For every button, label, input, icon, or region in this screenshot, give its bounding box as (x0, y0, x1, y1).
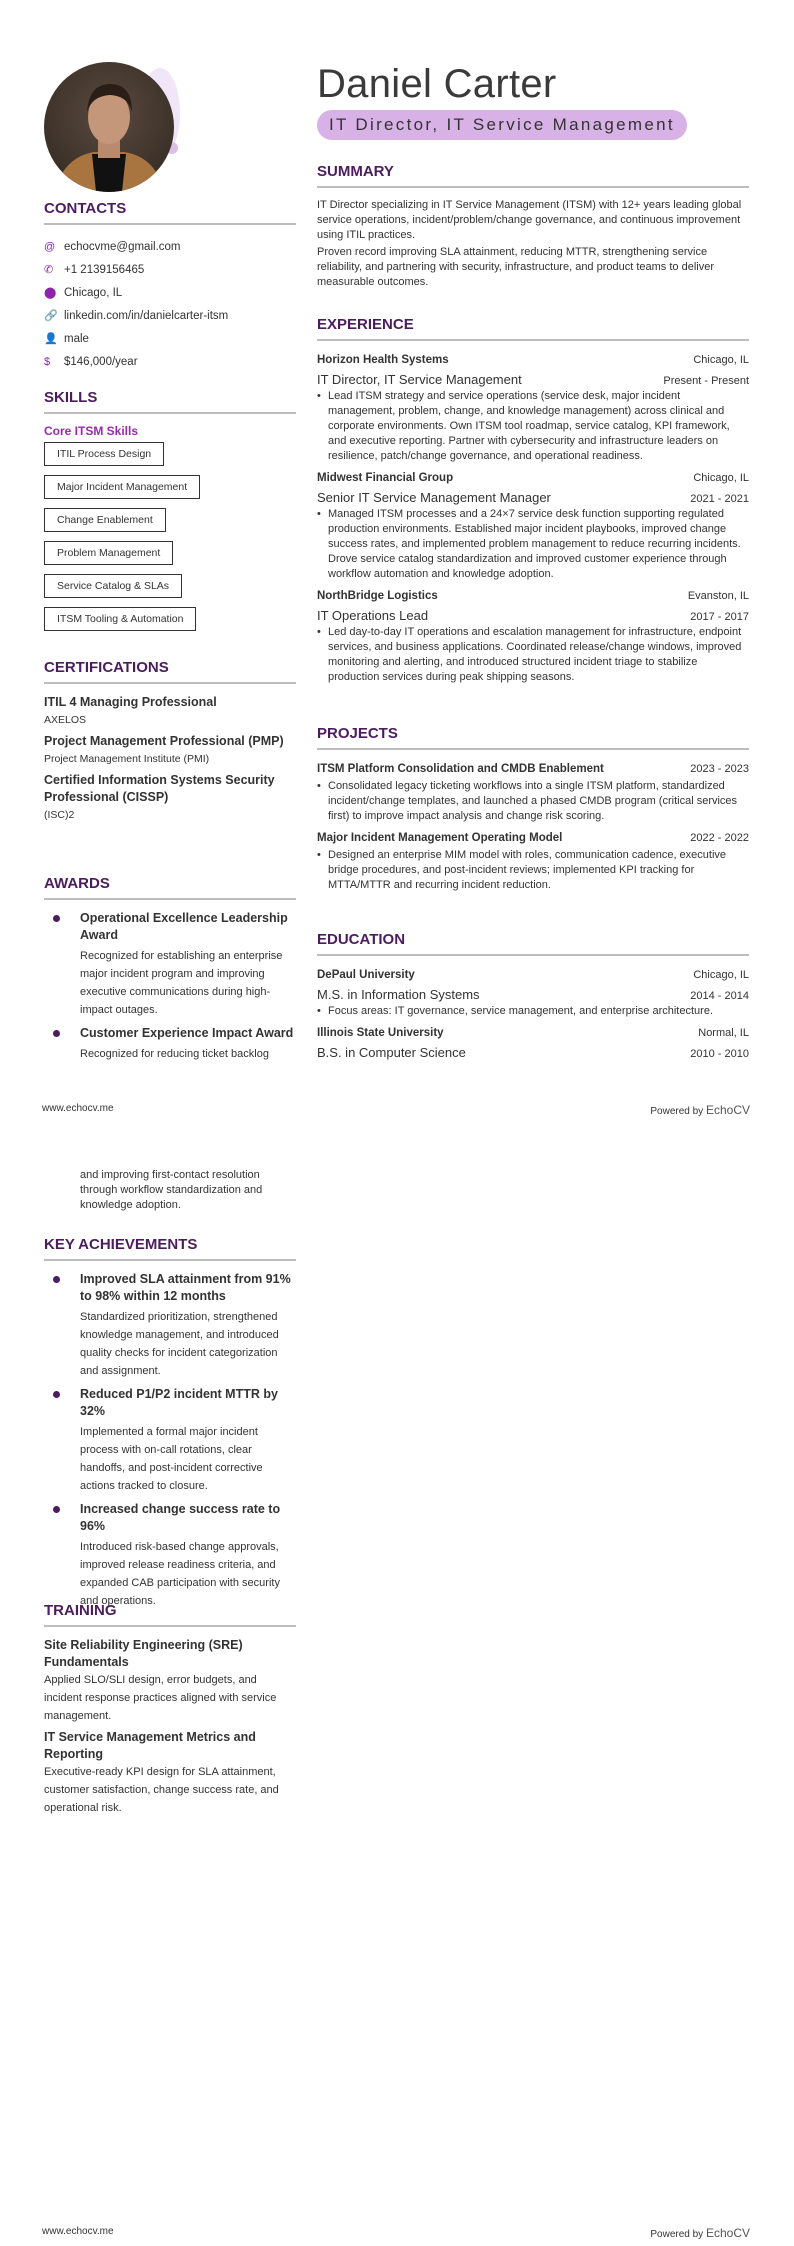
job-bullet: • Managed ITSM processes and a 24×7 service desk function supporting regulated production environments. Established major incident playbooks, improved change success rates, and implemented problem management to reduce recurring incidents. Drove service catalog standardization and improved customer experience through workflow automation and knowledge adoption. (317, 507, 749, 582)
skill-tag: ITSM Tooling & Automation (44, 607, 196, 631)
section-heading: EDUCATION (317, 931, 749, 956)
projects-section (317, 725, 749, 898)
project-bullet: • Designed an enterprise MIM model with roles, communication cadence, executive bridge procedures, and post-incident reviews; implemented KPI tracking for MTTA/MTTR and recurring incident reduction. (317, 848, 749, 893)
education-dates: 2014 - 2014 (690, 990, 749, 1002)
contact-text: male (64, 332, 89, 345)
company-name: NorthBridge Logistics (317, 590, 438, 602)
degree: B.S. in Computer Science (317, 1045, 466, 1060)
award-description-continued: and improving first-contact resolution through workflow standardization and knowledge adoption. (80, 1169, 263, 1211)
training-description: Applied SLO/SLI design, error budgets, and incident response practices aligned with service management. (44, 1674, 277, 1722)
school-location: Normal, IL (698, 1027, 749, 1039)
job-location: Evanston, IL (687, 590, 749, 602)
job-location: Chicago, IL (693, 354, 749, 366)
job-role: IT Operations Lead (317, 608, 429, 623)
project-dates: 2022 - 2022 (690, 832, 749, 844)
at-icon: @ (44, 240, 56, 253)
skill-row (44, 574, 296, 607)
achievement-description: Introduced risk-based change approvals, improved release readiness criteria, and expanded CAB participation with security and operations. (80, 1541, 280, 1607)
powered-by-text: Powered by (650, 2229, 704, 2240)
contacts-section (44, 200, 296, 373)
experience-header (317, 469, 749, 488)
contact-item (44, 258, 296, 281)
section-heading: TRAINING (44, 1602, 296, 1627)
education-section (317, 931, 749, 1062)
award (44, 1025, 296, 1063)
education-entry (317, 1024, 749, 1062)
achievement-description: Standardized prioritization, strengthened knowledge management, and introduced quality checks for incident categorization and assignment. (80, 1311, 279, 1377)
skill-row (44, 442, 296, 475)
certification-issuer: (ISC)2 (44, 809, 75, 821)
contact-text: +1 2139156465 (64, 263, 145, 276)
award-description: Recognized for establishing an enterprise major incident program and improving executive communications during high-impact outages. (80, 950, 283, 1016)
experience-header (317, 351, 749, 370)
resume-page-2 (0, 1123, 794, 2246)
certification-issuer: AXELOS (44, 714, 87, 726)
person-icon: 👤 (44, 333, 58, 345)
education-degree-row (317, 985, 749, 1004)
contact-item (44, 281, 296, 304)
project-name: Major Incident Management Operating Model (317, 832, 563, 844)
degree: M.S. in Information Systems (317, 987, 480, 1002)
brand-name: EchoCV (705, 2226, 750, 2240)
education-entry (317, 966, 749, 1019)
training-title: Site Reliability Engineering (SRE) Fundamentals (44, 1638, 243, 1669)
education-header (317, 1024, 749, 1043)
skill-group-title: Core ITSM Skills (44, 424, 139, 438)
contact-item (44, 235, 296, 258)
job-dates: 2021 - 2021 (690, 493, 749, 505)
salary-icon: $ (44, 355, 51, 368)
bullet-dot (53, 1506, 60, 1513)
footer-powered-by (650, 1103, 750, 1117)
education-degree-row (317, 1043, 749, 1062)
project-bullet: • Consolidated legacy ticketing workflows into a single ITSM platform, standardized incident/change templates, and launched a phased CMDB program (critical services first) to improve impact analysis and change risk scoring. (317, 779, 749, 824)
footer-site-link[interactable]: www.echocv.me (42, 2226, 114, 2237)
phone-icon: ✆ (44, 264, 54, 276)
summary-paragraph: IT Director specializing in IT Service Management (ITSM) with 12+ years leading global service operations, incident/problem/change governance, and continuous improvement using ITIL practices. (317, 199, 742, 241)
achievement (44, 1271, 296, 1380)
job-title-badge: IT Director, IT Service Management (317, 110, 687, 140)
project-header (317, 829, 749, 848)
job-dates: Present - Present (663, 375, 749, 387)
certifications-section (44, 659, 296, 828)
profile-photo (44, 62, 174, 192)
key-achievements-section (44, 1236, 296, 1616)
job-bullet: • Led day-to-day IT operations and escalation management for infrastructure, endpoint services, and business applications. Coordinated release/change windows, improved monitoring and alerting, and introduced structured incident triage to stabilize production services during peak shipping seasons. (317, 625, 749, 685)
bullet-dot (53, 1030, 60, 1037)
contact-text[interactable]: linkedin.com/in/danielcarter-itsm (64, 309, 229, 322)
bullet-dot (53, 1391, 60, 1398)
project-entry (317, 760, 749, 824)
award (44, 910, 296, 1019)
achievement-title: Increased change success rate to 96% (80, 1502, 281, 1533)
contact-text: Chicago, IL (64, 286, 123, 299)
section-heading: AWARDS (44, 875, 296, 900)
award-title: Operational Excellence Leadership Award (80, 911, 288, 942)
project-header (317, 760, 749, 779)
school-name: Illinois State University (317, 1027, 444, 1039)
experience-entry (317, 351, 749, 464)
training-title: IT Service Management Metrics and Reporting (44, 1730, 256, 1761)
achievement-title: Improved SLA attainment from 91% to 98% within 12 months (80, 1272, 291, 1303)
job-bullet: • Lead ITSM strategy and service operations (service desk, major incident management, problem, change, and knowledge management) across clinical and corporate environments. Own ITSM tool roadmap, service catalog, KPI framework, and executive reporting. Partner with cybersecurity and infrastructure leaders on resilience, patch/change governance, and operational readiness. (317, 389, 749, 464)
achievement-description: Implemented a formal major incident process with on-call rotations, clear handoffs, and post-incident corrective actions tracked to closure. (80, 1426, 263, 1492)
footer-site-link[interactable]: www.echocv.me (42, 1103, 114, 1114)
experience-header (317, 587, 749, 606)
skill-row (44, 541, 296, 574)
section-heading: CERTIFICATIONS (44, 659, 296, 684)
section-heading: SUMMARY (317, 163, 749, 188)
award-title: Customer Experience Impact Award (80, 1026, 294, 1040)
contact-item (44, 304, 296, 327)
awards-section (44, 875, 296, 1069)
job-role: IT Director, IT Service Management (317, 372, 522, 387)
summary-paragraph: Proven record improving SLA attainment, reducing MTTR, strengthening service reliability, and partnering with security, infrastructure, and product teams to deliver measurable outcomes. (317, 246, 714, 288)
school-location: Chicago, IL (693, 969, 749, 981)
contact-item (44, 350, 296, 373)
powered-by-text: Powered by (650, 1106, 704, 1117)
education-dates: 2010 - 2010 (690, 1048, 749, 1060)
school-name: DePaul University (317, 969, 415, 981)
footer-powered-by (650, 2226, 750, 2240)
section-heading: CONTACTS (44, 200, 296, 225)
project-entry (317, 829, 749, 893)
skills-section (44, 389, 296, 640)
candidate-name: Daniel Carter (317, 62, 557, 106)
skill-tag: Service Catalog & SLAs (44, 574, 182, 598)
company-name: Midwest Financial Group (317, 472, 454, 484)
section-heading: KEY ACHIEVEMENTS (44, 1236, 296, 1261)
company-name: Horizon Health Systems (317, 354, 449, 366)
certification-issuer: Project Management Institute (PMI) (44, 753, 210, 765)
section-heading: PROJECTS (317, 725, 749, 750)
achievement (44, 1501, 296, 1610)
skill-tag: ITIL Process Design (44, 442, 164, 466)
skill-row (44, 607, 296, 640)
project-name: ITSM Platform Consolidation and CMDB Enablement (317, 763, 604, 775)
job-role: Senior IT Service Management Manager (317, 490, 551, 505)
experience-entry (317, 469, 749, 582)
experience-role-row (317, 488, 749, 507)
achievement (44, 1386, 296, 1495)
bullet-dot (53, 1276, 60, 1283)
project-dates: 2023 - 2023 (690, 763, 749, 775)
award-description: Recognized for reducing ticket backlog (80, 1048, 269, 1060)
certification-name: Certified Information Systems Security Professional (CISSP) (44, 773, 275, 804)
certification-name: Project Management Professional (PMP) (44, 734, 284, 748)
job-dates: 2017 - 2017 (690, 611, 749, 623)
job-location: Chicago, IL (693, 472, 749, 484)
contact-text: $146,000/year (64, 355, 138, 368)
location-pin-icon: ⬤ (44, 287, 57, 299)
skill-tag: Major Incident Management (44, 475, 200, 499)
experience-role-row (317, 606, 749, 625)
training-section (44, 1602, 296, 1821)
skill-tag: Problem Management (44, 541, 173, 565)
skill-row (44, 508, 296, 541)
section-heading: SKILLS (44, 389, 296, 414)
contact-text[interactable]: echocvme@gmail.com (64, 240, 181, 253)
education-bullet: • Focus areas: IT governance, service management, and enterprise architecture. (317, 1004, 749, 1019)
skill-tag: Change Enablement (44, 508, 166, 532)
skill-row (44, 475, 296, 508)
certification-name: ITIL 4 Managing Professional (44, 695, 217, 709)
bullet-dot (53, 915, 60, 922)
training-description: Executive-ready KPI design for SLA attainment, customer satisfaction, change success rate, and operational risk. (44, 1766, 279, 1814)
achievement-title: Reduced P1/P2 incident MTTR by 32% (80, 1387, 278, 1418)
summary-section (317, 163, 749, 292)
section-heading: EXPERIENCE (317, 316, 749, 341)
education-header (317, 966, 749, 985)
experience-section (317, 316, 749, 690)
contact-item (44, 327, 296, 350)
experience-role-row (317, 370, 749, 389)
experience-entry (317, 587, 749, 685)
brand-name: EchoCV (705, 1103, 750, 1117)
link-icon: 🔗 (44, 310, 58, 322)
